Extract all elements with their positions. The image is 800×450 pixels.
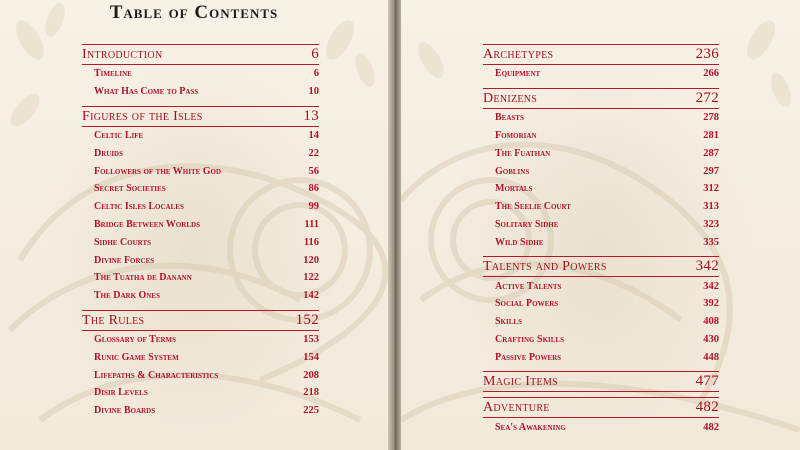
- section-title: The Rules: [82, 312, 145, 328]
- entry-label: Disir Levels: [94, 387, 148, 399]
- entry-label: Bridge Between Worlds: [94, 218, 200, 230]
- entry-page-number: 99: [308, 201, 319, 213]
- section-heading[interactable]: [483, 256, 719, 277]
- entry-label: Lifepaths & Characteristics: [94, 369, 219, 381]
- toc-section: [483, 44, 719, 83]
- entry-label: Secret Societies: [94, 183, 166, 195]
- toc-entry[interactable]: [483, 233, 719, 251]
- toc-entry[interactable]: [82, 331, 319, 349]
- entry-page-number: 281: [703, 129, 719, 141]
- toc-entry[interactable]: [483, 180, 719, 198]
- entry-label: Divine Forces: [94, 254, 155, 266]
- section-page-number: 482: [695, 399, 719, 416]
- toc-entry[interactable]: [82, 402, 319, 420]
- toc-entry[interactable]: [82, 216, 319, 234]
- entry-label: The Seelie Court: [495, 201, 571, 213]
- toc-section: [82, 106, 319, 305]
- entry-label: Glossary of Terms: [94, 333, 177, 345]
- section-page-number: 236: [695, 46, 719, 62]
- entry-label: Passive Powers: [495, 351, 562, 363]
- entry-label: Sea's Awakening: [495, 421, 566, 433]
- section-title: Adventure: [483, 400, 550, 416]
- toc-entry[interactable]: [483, 198, 719, 216]
- toc-entry[interactable]: [483, 109, 719, 127]
- entry-label: Sidhe Courts: [94, 236, 152, 248]
- entry-page-number: 392: [703, 298, 719, 310]
- toc-section: [483, 88, 719, 251]
- page-title: Table of Contents: [109, 2, 279, 23]
- entry-page-number: 297: [703, 165, 719, 177]
- entry-label: Fomorian: [495, 129, 537, 141]
- entry-label: Celtic Isles Locales: [94, 201, 184, 213]
- entry-page-number: 266: [703, 68, 719, 80]
- entry-page-number: 142: [303, 290, 319, 302]
- entry-page-number: 278: [703, 112, 719, 124]
- toc-entry[interactable]: [82, 366, 319, 384]
- toc-entry[interactable]: [82, 162, 319, 180]
- section-title: Figures of the Isles: [82, 108, 203, 124]
- entry-page-number: 218: [303, 387, 319, 399]
- section-page-number: 6: [311, 46, 319, 62]
- toc-entry[interactable]: [82, 287, 319, 305]
- section-page-number: 342: [695, 258, 719, 275]
- section-title: Talents and Powers: [483, 259, 607, 275]
- section-page-number: 272: [695, 89, 719, 106]
- section-page-number: 477: [695, 373, 719, 390]
- book-gutter: [388, 0, 401, 450]
- toc-entry[interactable]: [483, 295, 719, 313]
- section-page-number: 13: [303, 107, 319, 124]
- entry-page-number: 153: [303, 333, 319, 345]
- entry-page-number: 208: [303, 369, 319, 381]
- toc-entry[interactable]: [483, 216, 719, 234]
- entry-label: Druids: [94, 147, 124, 159]
- entry-label: Equipment: [495, 68, 541, 80]
- toc-entry[interactable]: [82, 348, 319, 366]
- toc-entry[interactable]: [82, 384, 319, 402]
- right-page: [401, 0, 800, 450]
- entry-label: Wild Sidhe: [495, 236, 544, 248]
- section-heading[interactable]: [82, 310, 319, 331]
- entry-page-number: 313: [703, 201, 719, 213]
- toc-entry[interactable]: [483, 348, 719, 366]
- toc-entry[interactable]: [483, 313, 719, 331]
- toc-section: [483, 256, 719, 366]
- toc-entry[interactable]: [82, 269, 319, 287]
- entry-page-number: 448: [703, 351, 719, 363]
- entry-label: Runic Game System: [94, 351, 179, 363]
- entry-page-number: 482: [703, 421, 719, 433]
- section-heading[interactable]: [483, 88, 719, 109]
- entry-page-number: 312: [703, 183, 719, 195]
- toc-entry[interactable]: [82, 65, 319, 83]
- section-heading[interactable]: [483, 397, 719, 418]
- section-heading[interactable]: [483, 371, 719, 392]
- section-title: Introduction: [82, 47, 163, 62]
- toc-entry[interactable]: [483, 277, 719, 295]
- toc-entry[interactable]: [82, 180, 319, 198]
- toc-entry[interactable]: [82, 198, 319, 216]
- toc-entry[interactable]: [82, 251, 319, 269]
- section-title: Denizens: [483, 90, 538, 106]
- entry-label: Solitary Sidhe: [495, 218, 559, 230]
- section-heading[interactable]: [483, 44, 719, 65]
- section-title: Archetypes: [483, 47, 554, 62]
- toc-entry[interactable]: [82, 233, 319, 251]
- toc-section: [483, 397, 719, 436]
- entry-label: Skills: [495, 316, 522, 328]
- entry-page-number: 430: [703, 333, 719, 345]
- section-page-number: 152: [295, 311, 319, 328]
- toc-entry[interactable]: [483, 127, 719, 145]
- entry-page-number: 111: [304, 218, 319, 230]
- entry-page-number: 225: [303, 405, 319, 417]
- section-title: Magic Items: [483, 374, 559, 390]
- entry-label: What Has Come to Pass: [94, 86, 199, 98]
- entry-page-number: 154: [303, 351, 319, 363]
- toc-entry[interactable]: [483, 162, 719, 180]
- entry-label: Active Talents: [495, 280, 562, 292]
- entry-page-number: 335: [703, 236, 719, 248]
- entry-label: Beasts: [495, 112, 524, 124]
- entry-label: Social Powers: [495, 298, 559, 310]
- toc-entry[interactable]: [483, 418, 719, 436]
- entry-page-number: 10: [308, 86, 319, 98]
- entry-label: Followers of the White God: [94, 165, 222, 177]
- section-heading[interactable]: [82, 44, 319, 65]
- entry-label: Goblins: [495, 165, 530, 177]
- entry-label: Divine Boards: [94, 405, 156, 417]
- toc-entry[interactable]: [82, 127, 319, 145]
- entry-page-number: 408: [703, 316, 719, 328]
- entry-label: Crafting Skills: [495, 333, 564, 345]
- entry-page-number: 56: [308, 165, 319, 177]
- entry-page-number: 122: [303, 272, 319, 284]
- entry-page-number: 116: [303, 236, 319, 248]
- toc-section: [82, 310, 319, 420]
- entry-label: Celtic Life: [94, 129, 144, 141]
- toc-section: [82, 44, 319, 101]
- toc-right-column: [483, 44, 719, 441]
- left-page: [0, 0, 388, 450]
- toc-section: [483, 371, 719, 392]
- entry-label: Mortals: [495, 183, 533, 195]
- entry-page-number: 323: [703, 218, 719, 230]
- entry-page-number: 120: [303, 254, 319, 266]
- entry-page-number: 287: [703, 147, 719, 159]
- entry-label: The Tuatha de Danann: [94, 272, 192, 284]
- entry-page-number: 22: [308, 147, 319, 159]
- toc-entry[interactable]: [82, 83, 319, 101]
- entry-label: Timeline: [94, 68, 132, 80]
- entry-page-number: 14: [308, 129, 319, 141]
- toc-entry[interactable]: [483, 144, 719, 162]
- entry-page-number: 6: [313, 68, 319, 80]
- entry-label: The Fuathan: [495, 147, 551, 159]
- toc-entry[interactable]: [483, 65, 719, 83]
- entry-page-number: 342: [703, 280, 719, 292]
- entry-label: The Dark Ones: [94, 290, 160, 302]
- entry-page-number: 86: [308, 183, 319, 195]
- toc-entry[interactable]: [483, 331, 719, 349]
- toc-entry[interactable]: [82, 144, 319, 162]
- toc-left-column: [82, 44, 319, 425]
- section-heading[interactable]: [82, 106, 319, 127]
